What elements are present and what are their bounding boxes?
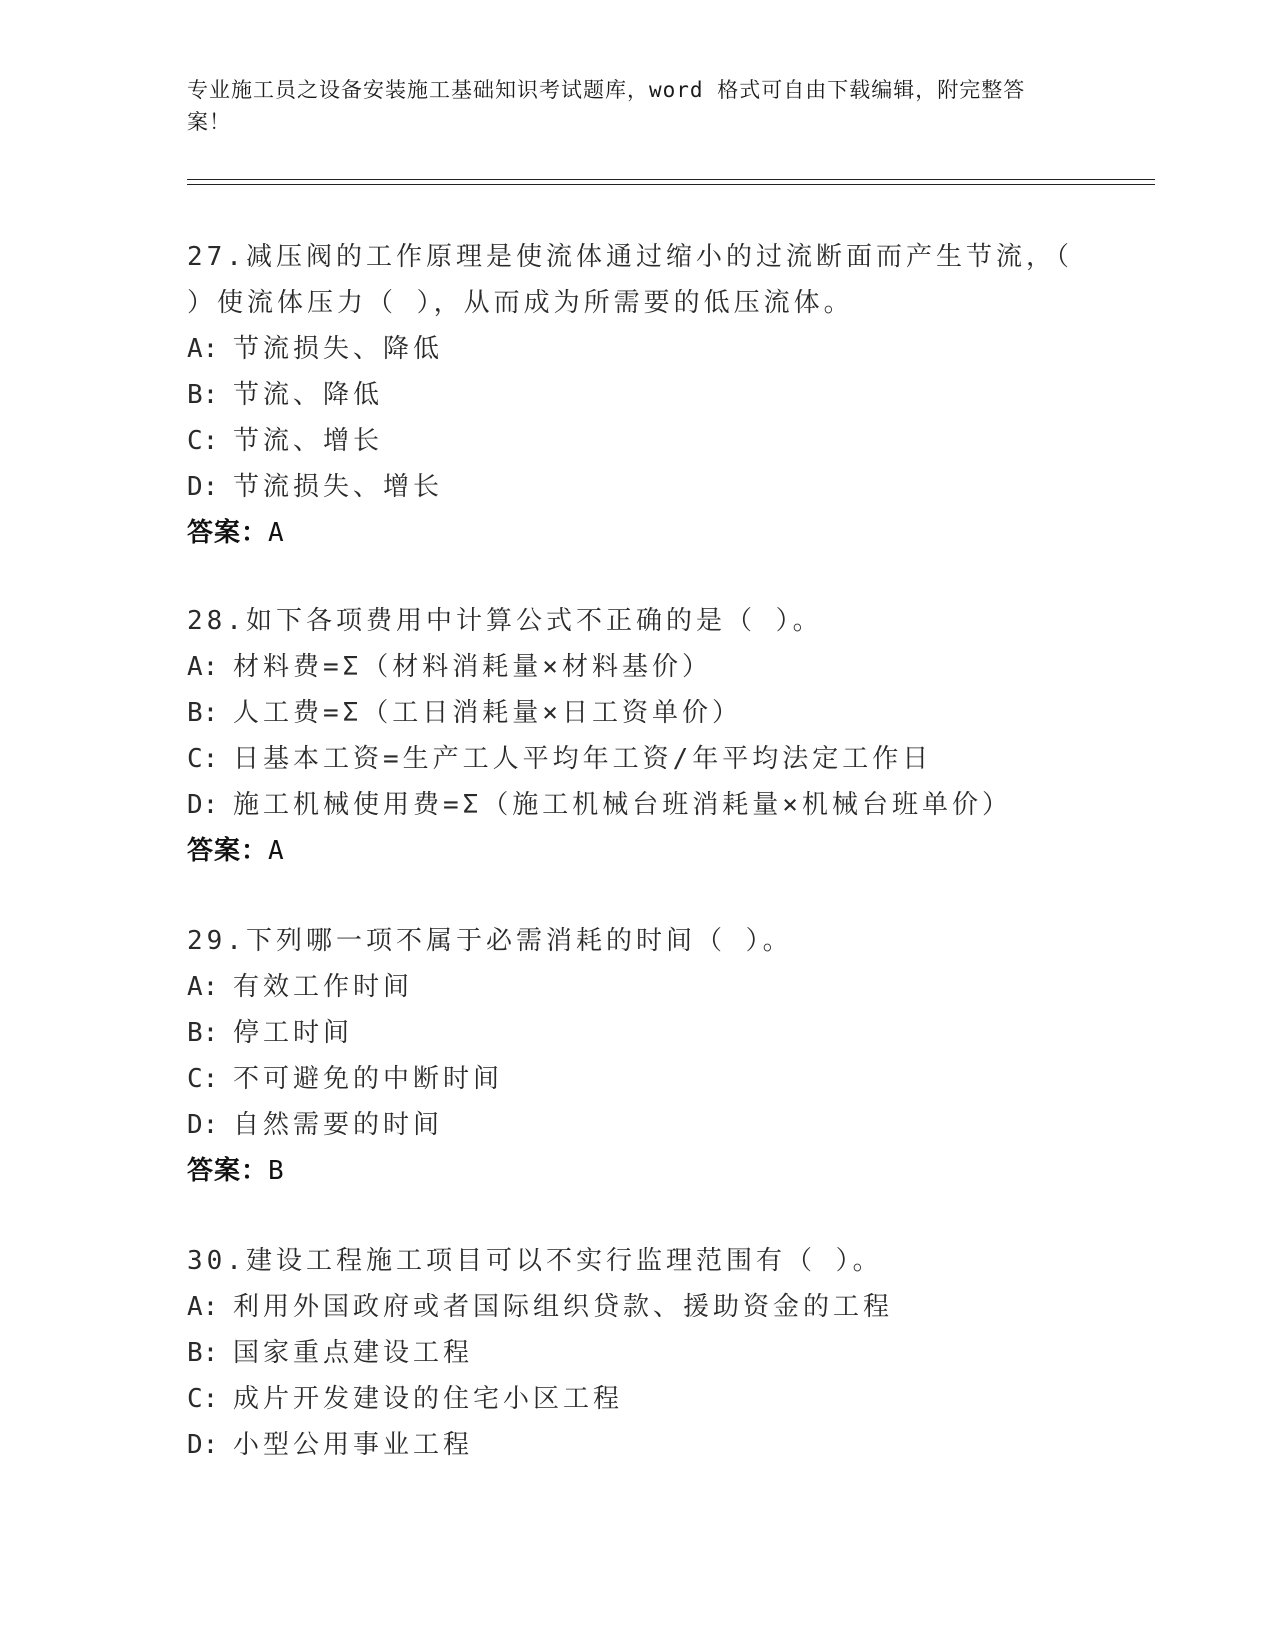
- option-d: [187, 464, 1087, 510]
- option-letter: B:: [187, 380, 219, 410]
- answer-line: [187, 510, 1087, 556]
- option-text: 自然需要的时间: [233, 1110, 444, 1140]
- option-letter: D:: [187, 790, 219, 820]
- option-text: 成片开发建设的住宅小区工程: [233, 1384, 624, 1414]
- option-a: [187, 644, 1087, 690]
- answer-value: A: [268, 836, 285, 866]
- option-text: 小型公用事业工程: [233, 1430, 474, 1460]
- option-text: 日基本工资=生产工人平均年工资/年平均法定工作日: [233, 744, 933, 774]
- option-d: [187, 1102, 1087, 1148]
- option-a: [187, 964, 1087, 1010]
- option-d: [187, 1422, 1087, 1468]
- option-letter: B:: [187, 1018, 219, 1048]
- option-letter: D:: [187, 1430, 219, 1460]
- option-c: [187, 1376, 1087, 1422]
- option-letter: C:: [187, 1064, 219, 1094]
- question-stem: 27.减压阀的工作原理是使流体通过缩小的过流断面而产生节流，（ ）使流体压力（ ），从而成为所需要的低压流体。: [187, 242, 1073, 318]
- option-text: 节流损失、增长: [233, 472, 444, 502]
- answer-label: 答案：: [187, 518, 269, 548]
- option-text: 国家重点建设工程: [233, 1338, 474, 1368]
- option-letter: D:: [187, 472, 219, 502]
- option-b: [187, 1330, 1087, 1376]
- question-stem: 28.如下各项费用中计算公式不正确的是（ ）。: [187, 606, 823, 636]
- option-text: 施工机械使用费=Σ（施工机械台班消耗量×机械台班单价）: [233, 790, 1012, 820]
- option-a: [187, 1284, 1087, 1330]
- option-letter: B:: [187, 1338, 219, 1368]
- document-header: 专业施工员之设备安装施工基础知识考试题库，word 格式可自由下载编辑，附完整答案！: [187, 78, 1026, 134]
- option-c: [187, 418, 1087, 464]
- option-c: [187, 736, 1087, 782]
- option-letter: D:: [187, 1110, 219, 1140]
- option-d: [187, 782, 1087, 828]
- option-letter: A:: [187, 972, 219, 1002]
- answer-label: 答案：: [187, 1156, 269, 1186]
- option-text: 节流、增长: [233, 426, 384, 456]
- option-text: 人工费=Σ（工日消耗量×日工资单价）: [233, 698, 742, 728]
- option-b: [187, 690, 1087, 736]
- question-28: [187, 598, 1087, 874]
- option-a: [187, 326, 1087, 372]
- option-c: [187, 1056, 1087, 1102]
- question-stem: 29.下列哪一项不属于必需消耗的时间（ ）。: [187, 926, 793, 956]
- answer-value: A: [268, 518, 285, 548]
- option-letter: B:: [187, 698, 219, 728]
- question-29: [187, 918, 1087, 1194]
- answer-label: 答案：: [187, 836, 269, 866]
- answer-line: [187, 1148, 1087, 1194]
- header-divider-bottom: [187, 184, 1155, 185]
- option-b: [187, 372, 1087, 418]
- answer-line: [187, 828, 1087, 874]
- option-text: 材料费=Σ（材料消耗量×材料基价）: [233, 652, 712, 682]
- option-text: 节流损失、降低: [233, 334, 444, 364]
- question-stem: 30.建设工程施工项目可以不实行监理范围有（ ）。: [187, 1246, 883, 1276]
- option-text: 利用外国政府或者国际组织贷款、援助资金的工程: [233, 1292, 894, 1322]
- option-text: 停工时间: [233, 1018, 354, 1048]
- answer-value: B: [268, 1156, 285, 1186]
- question-27: [187, 234, 1087, 556]
- question-30: [187, 1238, 1087, 1468]
- option-letter: C:: [187, 744, 219, 774]
- option-letter: A:: [187, 334, 219, 364]
- option-text: 不可避免的中断时间: [233, 1064, 504, 1094]
- option-letter: A:: [187, 652, 219, 682]
- header-divider-top: [187, 179, 1155, 180]
- option-text: 节流、降低: [233, 380, 384, 410]
- option-b: [187, 1010, 1087, 1056]
- option-letter: A:: [187, 1292, 219, 1322]
- option-letter: C:: [187, 1384, 219, 1414]
- option-letter: C:: [187, 426, 219, 456]
- option-text: 有效工作时间: [233, 972, 414, 1002]
